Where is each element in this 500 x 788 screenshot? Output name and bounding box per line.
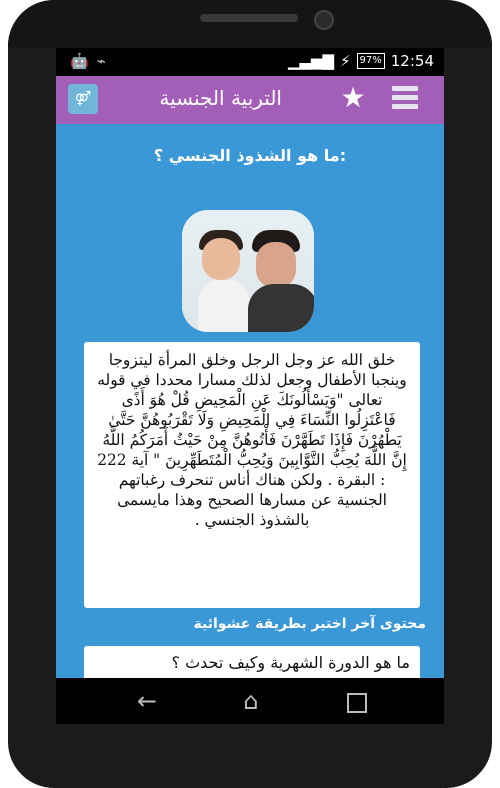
- status-time: 12:54: [390, 52, 434, 70]
- menu-line-icon: [392, 104, 418, 109]
- recent-apps-icon: [347, 693, 367, 713]
- status-right: [288, 52, 434, 70]
- favorite-star-button[interactable]: ★: [340, 81, 366, 114]
- father-and-son-image: [182, 210, 314, 332]
- article-card: [84, 342, 420, 608]
- front-camera: [314, 10, 334, 30]
- random-item-title: ما هو الدورة الشهرية وكيف تحدث ؟: [171, 653, 410, 672]
- status-bar: [56, 48, 444, 76]
- recent-apps-button[interactable]: [338, 686, 372, 716]
- phone-top-bezel: [8, 0, 492, 48]
- father-shirt-shape: [248, 284, 314, 332]
- back-button[interactable]: ←: [136, 687, 158, 715]
- app-logo-icon: ⚤: [68, 84, 98, 114]
- child-face-shape: [202, 238, 240, 280]
- random-content-heading: محتوى آخر اختير بطريقة عشوائية: [193, 616, 426, 632]
- speaker-grille: [200, 14, 298, 22]
- charging-icon: ⚡: [339, 52, 351, 70]
- random-content-item[interactable]: [84, 646, 420, 678]
- android-icon: 🤖: [70, 52, 89, 70]
- app-title: التربية الجنسية: [159, 86, 282, 110]
- home-button[interactable]: ⌂: [243, 687, 259, 715]
- child-shirt-shape: [198, 280, 250, 332]
- main-content: [56, 124, 444, 678]
- question-title: ما هو الشذوذ الجنسي ؟:: [153, 146, 347, 165]
- menu-line-icon: [392, 95, 418, 100]
- app-bar: [56, 76, 444, 124]
- menu-list-button[interactable]: [392, 86, 418, 112]
- article-text: خلق الله عز وجل الرجل وخلق المرأة ليتزوجا وينجبا الأطفال وجعل لذلك مسارا محددا في قوله تعالى "وَيَسْأَلُونَكَ عَنِ الْمَحِيضِ قُلْ هُوَ أَذًى فَاعْتَزِلُوا النِّسَاءَ فِي الْمَحِيضِ وَلَا تَقْرَبُوهُنَّ حَتَّىٰ يَطْهُرْنَ فَإِذَا تَطَهَّرْنَ فَأْتُوهُنَّ مِنْ حَيْثُ أَمَرَكُمُ اللَّهُ إِنَّ اللَّهَ يُحِبُّ التَّوَّابِينَ وَيُحِبُّ الْمُتَطَهِّرِينَ " آية 222 : البقرة . ولكن هناك أناس تنحرف رغباتهم الجنسية عن مسارها الصحيح وهذا مايسمى بالشذوذ الجنسي .: [97, 351, 407, 529]
- father-face-shape: [256, 242, 296, 288]
- signal-icon: ▁▃▅▇: [287, 52, 334, 70]
- android-navigation-bar: [56, 678, 444, 724]
- menu-line-icon: [392, 86, 418, 91]
- battery-indicator: 97%: [357, 53, 385, 69]
- usb-icon: ⌁: [96, 52, 106, 70]
- status-left-icons: [70, 52, 106, 70]
- app-screen: [56, 48, 444, 678]
